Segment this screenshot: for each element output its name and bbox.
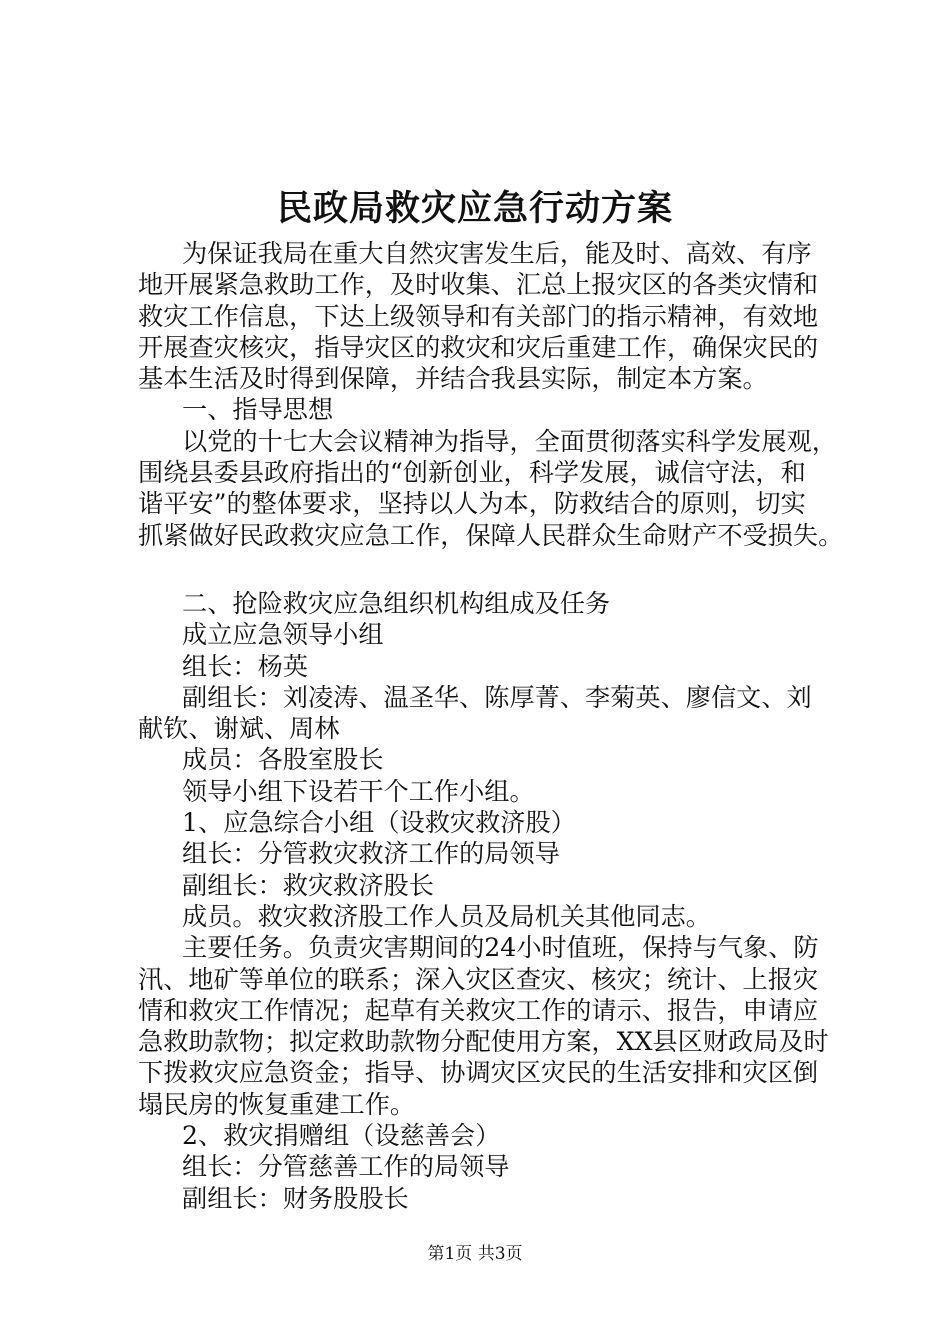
paragraph-line: 献钦、谢斌、周林 bbox=[138, 714, 340, 744]
paragraph-line: 汛、地矿等单位的联系；深入灾区查灾、核灾；统计、上报灾 bbox=[138, 964, 819, 994]
paragraph-line: 开展查灾核灾，指导灾区的救灾和灾后重建工作，确保灾民的 bbox=[138, 332, 819, 362]
subsection-heading: 2、救灾捐赠组（设慈善会） bbox=[182, 1121, 501, 1151]
paragraph-line: 副组长：财务股股长 bbox=[182, 1183, 409, 1213]
paragraph-line: 下拨救灾应急资金；指导、协调灾区灾民的生活安排和灾区倒 bbox=[138, 1058, 819, 1088]
document-body bbox=[138, 238, 850, 1214]
paragraph-line: 副组长：救灾救济股长 bbox=[182, 870, 434, 900]
paragraph-line: 急救助款物；拟定救助款物分配使用方案，XX县区财政局及时 bbox=[138, 1027, 829, 1057]
page-footer: 第1页 共3页 bbox=[427, 1244, 523, 1264]
paragraph-line: 情和救灾工作情况；起草有关救灾工作的请示、报告，申请应 bbox=[138, 995, 819, 1025]
paragraph-line: 成立应急领导小组 bbox=[182, 620, 384, 650]
paragraph-line: 组长：分管慈善工作的局领导 bbox=[182, 1152, 510, 1182]
paragraph-line: 成员。救灾救济股工作人员及局机关其他同志。 bbox=[182, 901, 711, 931]
paragraph-line: 组长：杨英 bbox=[182, 651, 308, 681]
section-heading: 二、抢险救灾应急组织机构组成及任务 bbox=[182, 588, 611, 618]
paragraph-line: 组长：分管救灾救济工作的局领导 bbox=[182, 839, 560, 869]
paragraph-line: 以党的十七大会议精神为指导，全面贯彻落实科学发展观， bbox=[182, 426, 837, 456]
paragraph-line: 主要任务。负责灾害期间的24小时值班，保持与气象、防 bbox=[182, 933, 819, 963]
paragraph-line: 地开展紧急救助工作，及时收集、汇总上报灾区的各类灾情和 bbox=[138, 270, 819, 300]
paragraph-line: 基本生活及时得到保障，并结合我县实际，制定本方案。 bbox=[138, 364, 768, 394]
paragraph-line: 塌民房的恢复重建工作。 bbox=[138, 1089, 416, 1119]
paragraph-line: 救灾工作信息，下达上级领导和有关部门的指示精神，有效地 bbox=[138, 301, 819, 331]
paragraph-line: 成员：各股室股长 bbox=[182, 745, 384, 775]
paragraph-gap bbox=[138, 551, 850, 588]
paragraph-line: 谐平安”的整体要求，坚持以人为本，防救结合的原则，切实 bbox=[138, 489, 806, 519]
paragraph-line: 领导小组下设若干个工作小组。 bbox=[182, 776, 535, 806]
paragraph-line: 副组长：刘凌涛、温圣华、陈厚菁、李菊英、廖信文、刘 bbox=[182, 682, 812, 712]
section-heading: 一、指导思想 bbox=[182, 395, 334, 425]
paragraph-line: 抓紧做好民政救灾应急工作，保障人民群众生命财产不受损失。 bbox=[138, 520, 844, 550]
subsection-heading: 1、应急综合小组（设救灾救济股） bbox=[182, 808, 576, 838]
document-title: 民政局救灾应急行动方案 bbox=[276, 188, 673, 229]
paragraph-line: 为保证我局在重大自然灾害发生后，能及时、高效、有序 bbox=[182, 239, 812, 268]
paragraph-line: 围绕县委县政府指出的“创新创业，科学发展，诚信守法，和 bbox=[138, 458, 806, 488]
